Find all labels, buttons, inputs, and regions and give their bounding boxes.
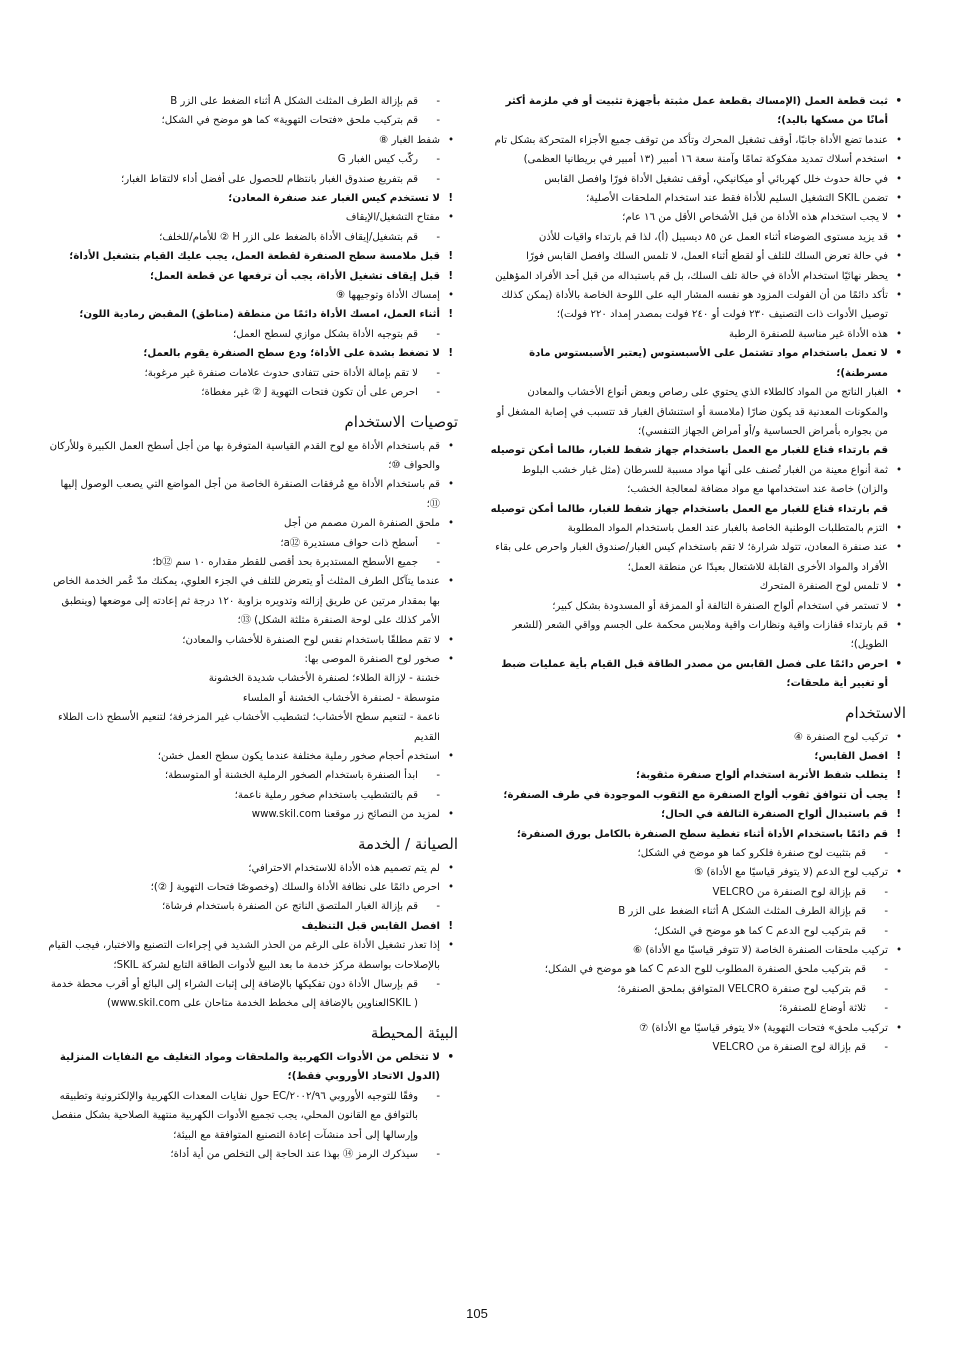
bullet-item: • عند صنفرة المعادن، تتولد شرارة؛ لا تقم باستخدام كيس الغبار/صندوق الغبار واحرص على بقاء الأفراد والمواد الأخرى القابلة للاشتعال بعيدًا عن منطقة العمل؛	[488, 538, 906, 577]
section-heading: البيئة المحيطة	[370, 1023, 458, 1042]
warning-item: ! قم باستبدال ألواح الصنفرة التالفة في الحال؛	[488, 805, 906, 824]
bullet-item: • لا تستمر في استخدام ألواح الصنفرة التالفة أو الممزقة أو المسدودة بشكل كبير؛	[488, 597, 906, 616]
warning-item: ! قم دائمًا باستخدام الأداة أثناء تغطية سطح الصنفرة بالكامل بورق الصنفرة؛	[488, 825, 906, 844]
warning-item: ! افصل القابس قبل التنظيف	[44, 917, 458, 936]
bullet-item: • صخور لوح الصنفرة الموصى بها:	[44, 650, 458, 669]
warning-item: ! قبل ملامسة سطح الصنفرة لقطعة العمل، يجب عليك القيام بتشغيل الأداة؛	[44, 247, 458, 266]
bullet-item: • تركيب لوح الصنفرة ④	[488, 728, 906, 747]
section-heading: الصيانة / الخدمة	[357, 834, 458, 853]
bullet-item: • ملحق الصنفرة المرن مصمم من أجل	[44, 514, 458, 533]
bullet-item: • لا تقم مطلقًا باستخدام نفس لوح الصنفرة للأخشاب والمعادن؛	[44, 631, 458, 650]
dash-item: - قم بإزالة الغبار الملتصق الناتج عن الصنفرة باستخدام فرشاة؛	[44, 897, 458, 916]
bullet-item: • الغبار الناتج من المواد كالطلاء الذي يحتوي على رصاص وبعض أنواع الأخشاب والمعادن والمكونات المعدنية قد يكون ضارًا (ملامسة أو استنشاق الغبار قد تتسبب في إصابة المشغل أو من بجواره بأمراض الحساسية و/أو أمراض الجهاز التنفسي)؛	[488, 383, 906, 441]
bullet-item: • لا تتخلص من الأدوات الكهربية والملحقات ومواد التغليف مع النفايات المنزلية (الدول الاتحاد الأوروبي فقط)؛	[44, 1048, 458, 1087]
dash-item: - قم بتركيب لوح صنفرة VELCRO المتوافق بملحق الصنفرة؛	[488, 980, 906, 999]
bullet-item: • لا يجب استخدام هذه الأداة من قبل الأشخاص الأقل من ١٦ عام؛	[488, 208, 906, 227]
dash-item: - قم بتركيب ملحق «فتحات التهوية» كما هو موضح في الشكل؛	[44, 111, 458, 130]
bullet-item: • في حالة تعرض السلك للتلف أو لقطع أثناء العمل، لا تلمس السلك وافصل القابس فورًا	[488, 247, 906, 266]
warning-item: ! أثناء العمل، امسك الأداة دائمًا من منطقة (مناطق) المقبض رمادية اللون؛	[44, 305, 458, 324]
dash-item: - احرص على أن تكون فتحات التهوية J ② غير مغطاة؛	[44, 383, 458, 402]
bullet-item: • شفط الغبار ⑧	[44, 131, 458, 150]
bullet-item: • التزم بالمتطلبات الوطنية الخاصة بالغبار عند العمل باستخدام المواد المطلوبة	[488, 519, 906, 538]
dash-item: - لا تقم بإمالة الأداة حتى تتفادى حدوث علامات صنفرة غير مرغوبة؛	[44, 364, 458, 383]
text-line: خشنة - لإزالة الطلاء؛ لصنفرة الأخشاب شديدة الخشونة	[208, 673, 440, 685]
bullet-item: • قم باستخدام الأداة مع لوح القدم القياسية المتوفرة بها من أجل أسطح العمل الكبيرة وللأركان والحواف ⑩؛	[44, 437, 458, 476]
dash-item: - قم بتركيب لوح الدعم C كما هو موضح في الشكل؛	[488, 922, 906, 941]
bullet-item: • إمساك الأداة وتوجيهها ⑨	[44, 286, 458, 305]
warning-item: ! يجب أن تتوافق ثقوب ألواح الصنفرة مع الثقوب الموجودة في طرف الصنفرة؛	[488, 786, 906, 805]
warning-item: ! لا تضغط بشدة على الأداة؛ ودع سطح الصنفرة يقوم بالعمل؛	[44, 344, 458, 363]
bullet-item: • احرص دائمًا على فصل القابس من مصدر الطاقة قبل القيام بأية عمليات ضبط أو تغيير أية ملحقات؛	[488, 655, 906, 694]
bullet-item: • إذا تعذر تشغيل الأداة على الرغم من الحذر الشديد في إجراءات التصنيع والاختبار، فيجب القيام بالإصلاحات بواسطة مركز خدمة ما بعد البيع لأدوات الطاقة التابع لشركة SKIL؛	[44, 936, 458, 975]
dash-item: - قم بإزالة الطرف المثلث الشكل A أثناء الضغط على الزر B	[488, 902, 906, 921]
dash-item: - ركّب كيس الغبار G	[44, 150, 458, 169]
dash-item: - قم بإرسال الأداة دون تفكيكها بالإضافة إلى إثبات الشراء إلى البائع أو أقرب محطة خدمة ( SKILالعناوين بالإضافة إلى مخطط الخدمة متاحان على www.skil.com)	[44, 975, 458, 1014]
bullet-item: • قم باستخدام الأداة مع مُرفقات الصنفرة الخاصة من أجل المواضع التي يصعب الوصول إليها ⑪؛	[44, 475, 458, 514]
dash-item: - قم بتركيب ملحق الصنفرة المطلوب للوح الدعم C كما هو موضح في الشكل؛	[488, 960, 906, 979]
bullet-item: • لمزيد من النصائح زر موقعنا www.skil.com	[44, 805, 458, 824]
warning-item: ! افصل القابس؛	[488, 747, 906, 766]
dash-item: - قم بإزالة الطرف المثلث الشكل A أثناء الضغط على الزر B	[44, 92, 458, 111]
bullet-item: • هذه الأداة غير مناسبة للصنفرة الرطبة	[488, 325, 906, 344]
bullet-item: • تأكد دائمًا من أن الفولت المزود هو نفسه المشار اليه على اللوحة الخاصة بالأداة (يمكن كذلك توصيل الأدوات ذات التصنيف ٢٣٠ فولت أو ٢٤٠ فولت بمصدر إمداد ٢٢٠ فولت)؛	[488, 286, 906, 325]
bullet-item: • احرص دائمًا على نظافة الأداة والسلك (وخصوصًا فتحات التهوية J ②)؛	[44, 878, 458, 897]
dash-item: - قم بتثبيت لوح صنفرة فلكرو كما هو موضح في الشكل؛	[488, 844, 906, 863]
dash-item: - قم بإزالة لوح الصنفرة من VELCRO	[488, 1038, 906, 1057]
dash-item: - ابدأ الصنفرة باستخدام الصخور الرملية الخشنة أو المتوسطة؛	[44, 766, 458, 785]
text-line: قم بارتداء قناع للغبار مع العمل باستخدام جهاز شفط للغبار، طالما أمكن توصيله	[490, 445, 888, 457]
bullet-item: • في حالة حدوث خلل كهربائي أو ميكانيكي، أوقف تشغيل الأداة فورًا وافصل القابس	[488, 170, 906, 189]
text-line: قم بارتداء قناع للغبار مع العمل باستخدام جهاز شفط للغبار، طالما أمكن توصيله	[490, 503, 888, 515]
bullet-item: • ثمة أنواع معينة من الغبار تُصنف على أنها مواد مسببة للسرطان (مثل غبار خشب البلوط والزان) خاصة عند استخدامها مع مواد مضافة لمعالجة الخشب؛	[488, 461, 906, 500]
bullet-item: • تركيب ملحقات الصنفرة الخاصة (لا تتوفر قياسيًا مع الأداة) ⑥	[488, 941, 906, 960]
dash-item: - قم بتوجيه الأداة بشكل موازي لسطح العمل؛	[44, 325, 458, 344]
bullet-item: • استخدم أسلاك تمديد مفكوكة تمامًا وآمنة سعة ١٦ أمبير (١٣ أمبير في بريطانيا العظمى)	[488, 150, 906, 169]
text-line: متوسطة - لصنفرة الأخشاب الخشنة أو الملساء	[242, 692, 440, 704]
warning-item: ! قبل إيقاف تشغيل الأداة، يجب أن ترفعها عن قطعة العمل؛	[44, 267, 458, 286]
bullet-item: • قد يزيد مستوى الضوضاء أثناء العمل عن ٨٥ ديسيبل (أ)، لذا قم بارتداء واقيات للأذن	[488, 228, 906, 247]
bullet-item: • يحظر نهائيًا استخدام الأداة في حالة تلف السلك، بل قم باستبداله من قبل أحد الأفراد المؤهلين	[488, 267, 906, 286]
dash-item: - قم بإزالة لوح الصنفرة من VELCRO	[488, 883, 906, 902]
bullet-item: • تركيب ملحق» فتحات التهوية) «لا يتوفر قياسيًا مع الأداة) ⑦	[488, 1019, 906, 1038]
right-column	[488, 92, 906, 1058]
page-number: 105	[466, 1306, 488, 1321]
dash-item: - قم بتفريغ صندوق الغبار بانتظام للحصول على أفضل أداء لالتقاط الغبار؛	[44, 170, 458, 189]
dash-item: - ثلاثة أوضاع للصنفرة؛	[488, 999, 906, 1018]
dash-item: - أسطح ذات حواف مستديرة ⑫a؛	[44, 534, 458, 553]
bullet-item: • تركيب لوح الدعم (لا يتوفر قياسيًا مع الأداة) ⑤	[488, 863, 906, 882]
dash-item: - سيذكرك الرمز ⑭ بهذا عند الحاجة إلى التخلص من أية أداة؛	[44, 1145, 458, 1164]
bullet-item: • لا تلمس لوح الصنفرة المتحرك	[488, 577, 906, 596]
bullet-item: • عندما يتآكل الطرف المثلث أو يتعرض للتلف في الجزء العلوي، يمكنك مدّ عُمر الخدمة الخاص بها بمقدار مرتين عن طريق إزالته وتدويره بزاوية ١٢٠ درجة ثم إعادته إلى موضعها (وينطبق الأمر كذلك على لوحة الصنفرة مثلثة الشكل) ⑬؛	[44, 572, 458, 630]
bullet-item: • لا تعمل باستخدام مواد تشتمل على الأسبستوس (يعتبر الأسبستوس مادة مسرطنة)؛	[488, 344, 906, 383]
bullet-item: • لم يتم تصميم هذه الأداة للاستخدام الاحترافي؛	[44, 859, 458, 878]
left-column	[44, 92, 458, 1164]
warning-item: ! يتطلب شفط الأتربة استخدام ألواح صنفرة مثقوبة؛	[488, 766, 906, 785]
dash-item: - قم بالتشطيب باستخدام صخور رملية ناعمة؛	[44, 786, 458, 805]
dash-item: - وفقًا للتوجيه الأوروبي ٢٠٠٢/٩٦/EC حول نفايات المعدات الكهربية والإلكترونية وتطبيقه بالتوافق مع القانون المحلي، يجب تجميع الأدوات الكهربية منتهية الصلاحية بشكل منفصل وإرسالها إلى أحد منشآت إعادة التصنيع المتوافقة مع البيئة؛	[44, 1087, 458, 1145]
bullet-item: • قم بارتداء قفازات واقية ونظارات واقية وملابس محكمة على الجسم وواقي الشعر (للشعر الطويل)؛	[488, 616, 906, 655]
bullet-item: • ثبت قطعة العمل (الإمساك بقطعة عمل مثبتة بأجهزة تثبيت أو في ملزمة أكثر أمانًا من مسكها باليد)؛	[488, 92, 906, 131]
dash-item: - قم بتشغيل/إيقاف الأداة بالضغط على الزر H ② للأمام/للخلف؛	[44, 228, 458, 247]
warning-item: ! لا تستخدم كيس الغبار عند صنفرة المعادن؛	[44, 189, 458, 208]
section-heading: توصيات الاستخدام	[344, 412, 458, 431]
text-line: ناعمة - لتنعيم سطح الأخشاب؛ لتشطيب الأخشاب غير المزخرفة؛ لتنعيم الأسطح ذات الطلاء القديم	[58, 712, 440, 743]
bullet-item: • مفتاح التشغيل/الإيقاف	[44, 208, 458, 227]
section-heading: الاستخدام	[845, 703, 906, 722]
bullet-item: • تضمن SKIL التشغيل السليم للأداة فقط عند استخدام الملحقات الأصلية؛	[488, 189, 906, 208]
bullet-item: • استخدم أحجام صخور رملية مختلفة عندما يكون سطح العمل خشن؛	[44, 747, 458, 766]
dash-item: - جميع الأسطح المستديرة بحد أقصى للقطر مقداره ١٠ سم ⑫b؛	[44, 553, 458, 572]
bullet-item: • عندما تضع الأداة جانبًا، أوقف تشغيل المحرك وتأكد من توقف جميع الأجزاء المتحركة بشكل تام	[488, 131, 906, 150]
